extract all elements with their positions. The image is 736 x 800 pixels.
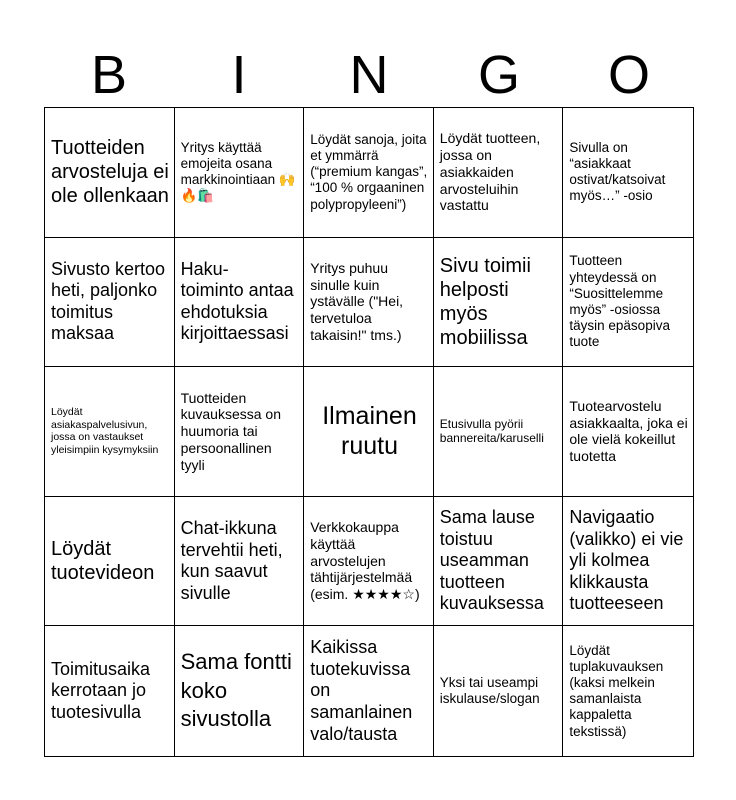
cell-text: Yksi tai useampi iskulause/slogan [439, 675, 540, 707]
bingo-cell[interactable] [45, 108, 175, 238]
cell-text: Navigaatio (valikko) ei vie yli kolmea klikkausta tuotteeseen [569, 507, 684, 614]
bingo-cell[interactable] [45, 238, 175, 368]
bingo-cell[interactable] [175, 626, 305, 756]
cell-text: Chat-ikkuna tervehtii heti, kun saavut sivulle [180, 517, 283, 603]
cell-text: Sivusto kertoo heti, paljonko toimitus maksaa [51, 258, 166, 344]
cell-text: Löydät asiakaspalvelusivun, jossa on vastaukset yleisimpiin kysymyksiin [51, 406, 159, 457]
cell-text: Etusivulla pyörii bannereita/karuselli [439, 417, 544, 446]
cell-text: Sama lause toistuu useamman tuotteen kuvauksessa [439, 507, 544, 614]
bingo-cell[interactable] [434, 626, 564, 756]
bingo-cell[interactable] [45, 497, 175, 627]
bingo-cell[interactable] [175, 367, 305, 497]
bingo-grid [44, 107, 694, 757]
cell-text: Toimitusaika kerrotaan jo tuotesivulla [51, 658, 151, 722]
title-letter-i: I [231, 45, 247, 105]
cell-text: Yritys käyttää emojeita osana markkinointiaan 🙌🔥🛍️ [180, 139, 296, 204]
bingo-cell[interactable] [434, 238, 564, 368]
title-letter-b: B [90, 45, 128, 105]
bingo-cell[interactable] [45, 367, 175, 497]
cell-text: Löydät tuotteen, jossa on asiakkaiden arvosteluihin vastattu [439, 130, 541, 214]
cell-text: Löydät sanoja, joita et ymmärrä (“premium kangas”, “100 % orgaaninen polypropyleeni”) [310, 131, 428, 212]
cell-text: Sivulla on “asiakkaat ostivat/katsoivat myös…” -osio [569, 139, 666, 204]
bingo-cell[interactable] [563, 367, 693, 497]
cell-text: Tuotearvostelu asiakkaalta, joka ei ole vielä kokeillut tuotetta [569, 397, 688, 465]
bingo-cell[interactable] [304, 626, 434, 756]
title-letter-o: O [607, 45, 650, 105]
bingo-cell[interactable] [304, 238, 434, 368]
bingo-cell[interactable] [304, 108, 434, 238]
bingo-cell[interactable] [175, 497, 305, 627]
bingo-cell[interactable] [563, 238, 693, 368]
bingo-cell[interactable] [304, 497, 434, 627]
bingo-cell[interactable] [563, 497, 693, 627]
bingo-cell[interactable] [45, 626, 175, 756]
cell-text: Tuotteiden kuvauksessa on huumoria tai persoonallinen tyyli [180, 389, 281, 473]
cell-text: Löydät tuotevideon [51, 538, 155, 585]
bingo-cell[interactable] [175, 108, 305, 238]
title-letter-g: G [477, 45, 520, 105]
cell-text: Sama fontti koko sivustolla [180, 649, 292, 732]
cell-text: Haku- toiminto antaa ehdotuksia kirjoittaessasi [180, 258, 294, 344]
title-letter-n: N [349, 45, 389, 105]
bingo-cell[interactable] [563, 108, 693, 238]
free-space-cell[interactable] [304, 367, 434, 497]
cell-text: Löydät tuplakuvauksen (kaksi melkein samanlaista kappaletta tekstissä) [569, 642, 664, 739]
cell-text: Yritys puhuu sinulle kuin ystävälle ("Hei, tervetuloa takaisin!" tms.) [310, 259, 404, 344]
bingo-cell[interactable] [175, 238, 305, 368]
cell-text: Verkkokauppa käyttää arvostelujen tähtijärjestelmää (esim. ★★★★☆) [310, 519, 420, 603]
cell-text: Ilmainen ruutu [322, 402, 417, 461]
cell-text: Tuotteiden arvosteluja ei ole ollenkaan [51, 137, 169, 208]
bingo-cell[interactable] [434, 497, 564, 627]
bingo-cell[interactable] [434, 367, 564, 497]
bingo-cell[interactable] [434, 108, 564, 238]
bingo-cell[interactable] [563, 626, 693, 756]
cell-text: Sivu toimii helposti myös mobiilissa [439, 254, 531, 349]
cell-text: Tuotteen yhteydessä on “Suosittelemme myös” -osiossa täysin epäsopiva tuote [569, 253, 670, 350]
cell-text: Kaikissa tuotekuvissa on samanlainen valo/tausta [310, 637, 413, 744]
bingo-title [44, 44, 694, 106]
